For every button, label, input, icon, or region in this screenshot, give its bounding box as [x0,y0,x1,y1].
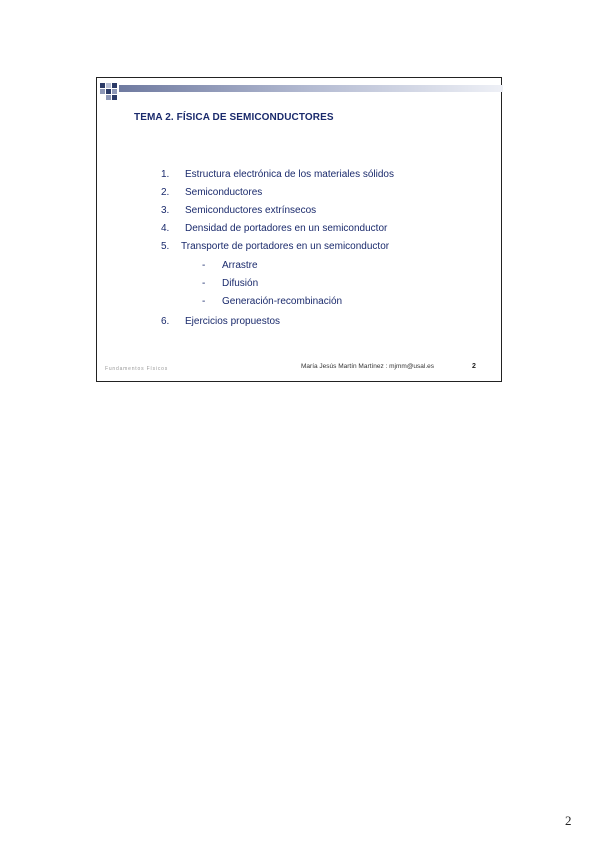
agenda-list [97,78,501,381]
item-label: Densidad de portadores en un semiconductor [185,223,388,234]
sub-item-label: Difusión [222,278,259,289]
item-number: 2. [161,187,170,198]
page-number: 2 [565,813,572,828]
list-item [161,223,387,234]
list-item [161,187,262,198]
sub-item-dash: - [202,260,206,271]
slide-page-number: 2 [472,363,476,370]
sub-item-label: Arrastre [222,260,258,271]
item-label: Ejercicios propuestos [185,316,281,327]
list-item [161,205,316,216]
footer-author: María Jesús Martín Martínez : mjmm@usal.es [301,363,435,370]
item-number: 4. [161,223,170,234]
slide [96,77,502,382]
list-item [161,169,394,180]
sub-list-item [202,260,258,271]
sub-item-dash: - [202,278,206,289]
sub-list-item [202,296,342,307]
item-number: 5. [161,241,170,252]
list-item [161,241,389,252]
sub-item-dash: - [202,296,206,307]
item-label: Semiconductores extrínsecos [185,205,317,216]
footer-course-name: Fundamentos Físicos [105,366,168,372]
item-label: Estructura electrónica de los materiales sólidos [185,169,394,180]
sub-item-label: Generación-recombinación [222,296,343,307]
item-number: 6. [161,316,170,327]
item-number: 1. [161,169,170,180]
sub-list-item [202,278,258,289]
item-number: 3. [161,205,170,216]
slide-title: TEMA 2. FÍSICA DE SEMICONDUCTORES [134,112,334,123]
item-label: Semiconductores [185,187,263,198]
item-label: Transporte de portadores en un semiconductor [181,241,390,252]
list-item [161,316,280,327]
